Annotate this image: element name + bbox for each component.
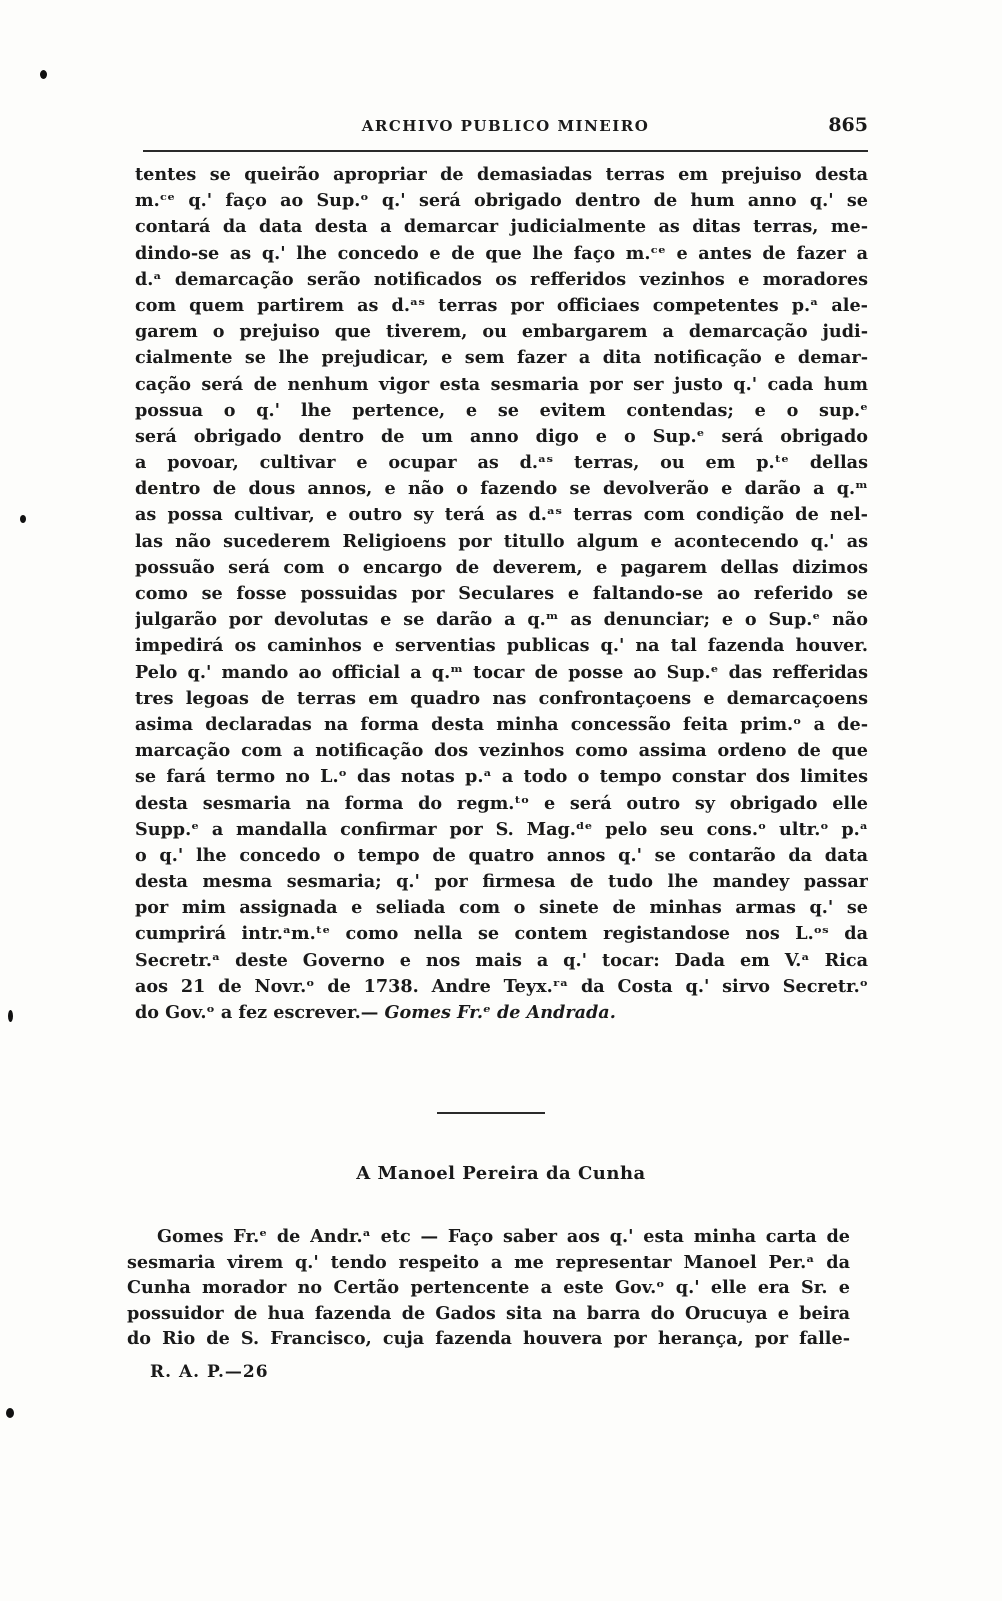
body-paragraph xyxy=(135,162,868,1026)
text-line: contará da data desta a demarcar judicialmente as ditas terras, me- xyxy=(135,216,868,238)
text-line: aos 21 de Novr.ᵒ de 1738. Andre Teyx.ʳᵃ da Costa q.' sirvo Secretr.ᵒ xyxy=(135,975,868,997)
text-line: garem o prejuiso que tiverem, ou embargarem a demarcação judi- xyxy=(135,321,868,343)
text-line: impedirá os caminhos e serventias publicas q.' na tal fazenda houver. xyxy=(135,635,868,657)
text-line: las não sucederem Religioens por titullo algum e acontecendo q.' as xyxy=(135,530,868,552)
text-line: se fará termo no L.ᵒ das notas p.ᵃ a todo o tempo constar dos limites xyxy=(135,766,868,788)
ink-speck xyxy=(40,70,47,79)
text-line: será obrigado dentro de um anno digo e o Sup.ᵉ será obrigado xyxy=(135,425,868,447)
text-line: as possa cultivar, e outro sy terá as d.ᵃˢ terras com condição de nel- xyxy=(135,504,868,526)
text-line: asima declaradas na forma desta minha concessão feita prim.ᵒ a de- xyxy=(135,713,868,735)
section-divider xyxy=(437,1112,545,1114)
text-line: tentes se queirão apropriar de demasiadas terras em prejuiso desta xyxy=(135,164,868,185)
text-line: desta sesmaria na forma do regm.ᵗᵒ e será outro sy obrigado elle xyxy=(135,792,868,814)
text-line: possuidor de hua fazenda de Gados sita na barra do Orucuya e beira xyxy=(127,1302,850,1324)
text-line: cumprirá intr.ᵃm.ᵗᵉ como nella se contem registandose nos L.ᵒˢ da xyxy=(135,923,868,945)
text-line: por mim assignada e seliada com o sinete de minhas armas q.' se xyxy=(135,897,868,919)
text-line: tres legoas de terras em quadro nas confrontaçoens e demarcaçoens xyxy=(135,687,868,709)
ink-speck xyxy=(20,515,26,523)
text-line: sesmaria virem q.' tendo respeito a me representar Manoel Per.ᵃ da xyxy=(127,1251,850,1273)
running-header xyxy=(143,110,868,152)
text-line: Cunha morador no Certão pertencente a este Gov.ᵒ q.' elle era Sr. e xyxy=(127,1277,850,1299)
text-line: Gomes Fr.ᵉ de Andr.ᵃ etc — Faço saber aos q.' esta minha carta de xyxy=(157,1226,850,1247)
header-title: ARCHIVO PUBLICO MINEIRO xyxy=(361,117,650,135)
text-line: possuão será com o encargo de deverem, e pagarem dellas dizimos xyxy=(135,556,868,578)
text-line: Pelo q.' mando ao official a q.ᵐ tocar de posse ao Sup.ᵉ das refferidas xyxy=(135,661,868,683)
text-line: desta mesma sesmaria; q.' por firmesa de tudo lhe mandey passar xyxy=(135,871,868,893)
text-line: d.ᵃ demarcação serão notificados os refferidos vezinhos e moradores xyxy=(135,268,868,290)
signature-name: Gomes Fr.ᵉ de Andrada. xyxy=(384,1002,616,1023)
text-line: dindo-se as q.' lhe concedo e de que lhe faço m.ᶜᵉ e antes de fazer a xyxy=(135,242,868,264)
page-number: 865 xyxy=(828,114,868,136)
text-line: cialmente se lhe prejudicar, e sem fazer a dita notificação e demar- xyxy=(135,347,868,369)
section-title: A Manoel Pereira da Cunha xyxy=(356,1163,646,1184)
closing-text: do Gov.ᵒ a fez escrever.— xyxy=(135,1002,385,1023)
text-line: Secretr.ᵃ deste Governo e nos mais a q.' tocar: Dada em V.ᵃ Rica xyxy=(135,949,868,971)
text-line: como se fosse possuidas por Seculares e faltando-se ao referido se xyxy=(135,583,868,604)
text-line: dentro de dous annos, e não o fazendo se devolverão e darão a q.ᵐ xyxy=(135,478,868,500)
text-line: o q.' lhe concedo o tempo de quatro annos q.' se contarão da data xyxy=(135,844,868,866)
ink-speck xyxy=(6,1408,14,1418)
body-paragraph-second xyxy=(127,1224,850,1352)
text-line: a povoar, cultivar e ocupar as d.ᵃˢ terras, ou em p.ᵗᵉ dellas xyxy=(135,452,868,474)
text-line: cação será de nenhum vigor esta sesmaria por ser justo q.' cada hum xyxy=(135,373,868,395)
text-line: julgarão por devolutas e se darão a q.ᵐ as denunciar; e o Sup.ᵉ não xyxy=(135,609,868,631)
text-line: do Rio de S. Francisco, cuja fazenda houvera por herança, por falle- xyxy=(127,1328,850,1350)
text-line: possua o q.' lhe pertence, e se evitem contendas; e o sup.ᵉ xyxy=(135,399,868,421)
text-line: Supp.ᵉ a mandalla confirmar por S. Mag.ᵈᵉ pelo seu cons.ᵒ ultr.ᵒ p.ᵃ xyxy=(135,818,868,840)
text-line: com quem partirem as d.ᵃˢ terras por officiaes competentes p.ᵃ ale- xyxy=(135,294,868,316)
ink-speck xyxy=(8,1010,13,1022)
footer-signature: R. A. P.—26 xyxy=(150,1362,269,1382)
text-line: marcação com a notificação dos vezinhos como assima ordeno de que xyxy=(135,740,868,762)
text-line: m.ᶜᵉ q.' faço ao Sup.ᵒ q.' será obrigado dentro de hum anno q.' se xyxy=(135,190,868,212)
text-line-final xyxy=(135,1000,868,1026)
